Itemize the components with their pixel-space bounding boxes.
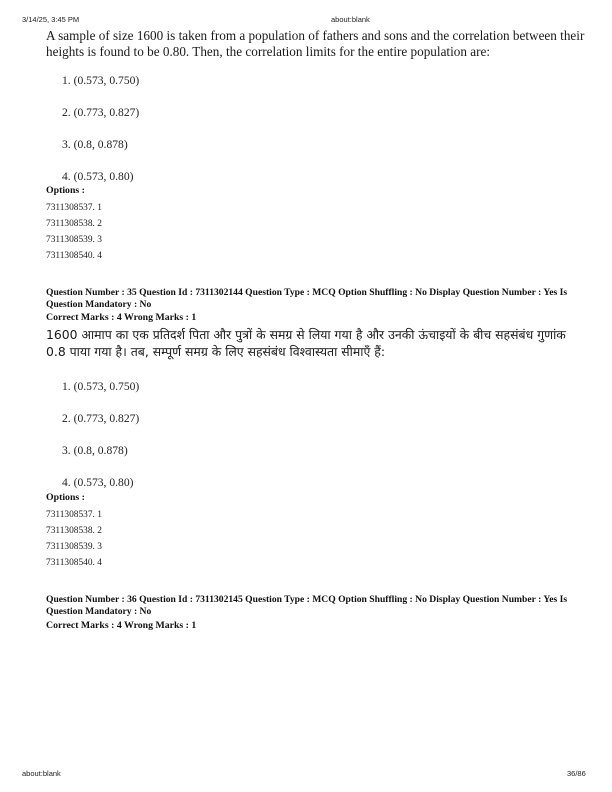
q34-option-id-1: 7311308537. 1 (46, 203, 102, 213)
q35-option-id-4: 7311308540. 4 (46, 558, 102, 568)
q34-option-id-4: 7311308540. 4 (46, 251, 102, 261)
print-footer-url: about:blank (22, 769, 61, 778)
q35-options-label: Options : (46, 492, 85, 503)
question-35-text: 1600 आमाप का एक प्रतिदर्श पिता और पुत्रों के समग्र से लिया गया है और उनकी ऊंचाइयों के बीच सहसंबंध गुणांक 0.8 पाया गया है। तब, सम्पूर्ण समग्र के लिए सहसंबंध विश्वास्यता सीमाएँ हैं: (46, 327, 566, 359)
q36-meta: Question Number : 36 Question Id : 7311302145 Question Type : MCQ Option Shuffling : No Display Question Number : Yes Is Question Mandatory : No (46, 594, 568, 617)
print-datetime: 3/14/25, 3:45 PM (22, 15, 80, 24)
q35-option-id-1: 7311308537. 1 (46, 510, 102, 520)
print-page-title: about:blank (331, 15, 370, 24)
q36-marks: Correct Marks : 4 Wrong Marks : 1 (46, 620, 197, 631)
print-page-number: 36/86 (567, 769, 586, 778)
q34-choice-4: 4. (0.573, 0.80) (62, 170, 134, 183)
q35-meta: Question Number : 35 Question Id : 7311302144 Question Type : MCQ Option Shuffling : No Display Question Number : Yes Is Question Mandatory : No (46, 287, 568, 310)
q34-option-id-2: 7311308538. 2 (46, 219, 102, 229)
q34-option-id-3: 7311308539. 3 (46, 235, 102, 245)
q35-option-id-3: 7311308539. 3 (46, 542, 102, 552)
q35-marks: Correct Marks : 4 Wrong Marks : 1 (46, 312, 197, 323)
q35-choice-3: 3. (0.8, 0.878) (62, 444, 128, 457)
question-34-text: A sample of size 1600 is taken from a population of fathers and sons and the correlation between their heights is found to be 0.80. Then, the correlation limits for the entire population are: (46, 28, 585, 59)
q35-choice-4: 4. (0.573, 0.80) (62, 476, 134, 489)
q34-choice-2: 2. (0.773, 0.827) (62, 106, 140, 119)
q34-choice-3: 3. (0.8, 0.878) (62, 138, 128, 151)
q34-options-label: Options : (46, 185, 85, 196)
q35-option-id-2: 7311308538. 2 (46, 526, 102, 536)
q34-choice-1: 1. (0.573, 0.750) (62, 74, 140, 87)
q35-choice-2: 2. (0.773, 0.827) (62, 412, 140, 425)
q35-choice-1: 1. (0.573, 0.750) (62, 380, 140, 393)
